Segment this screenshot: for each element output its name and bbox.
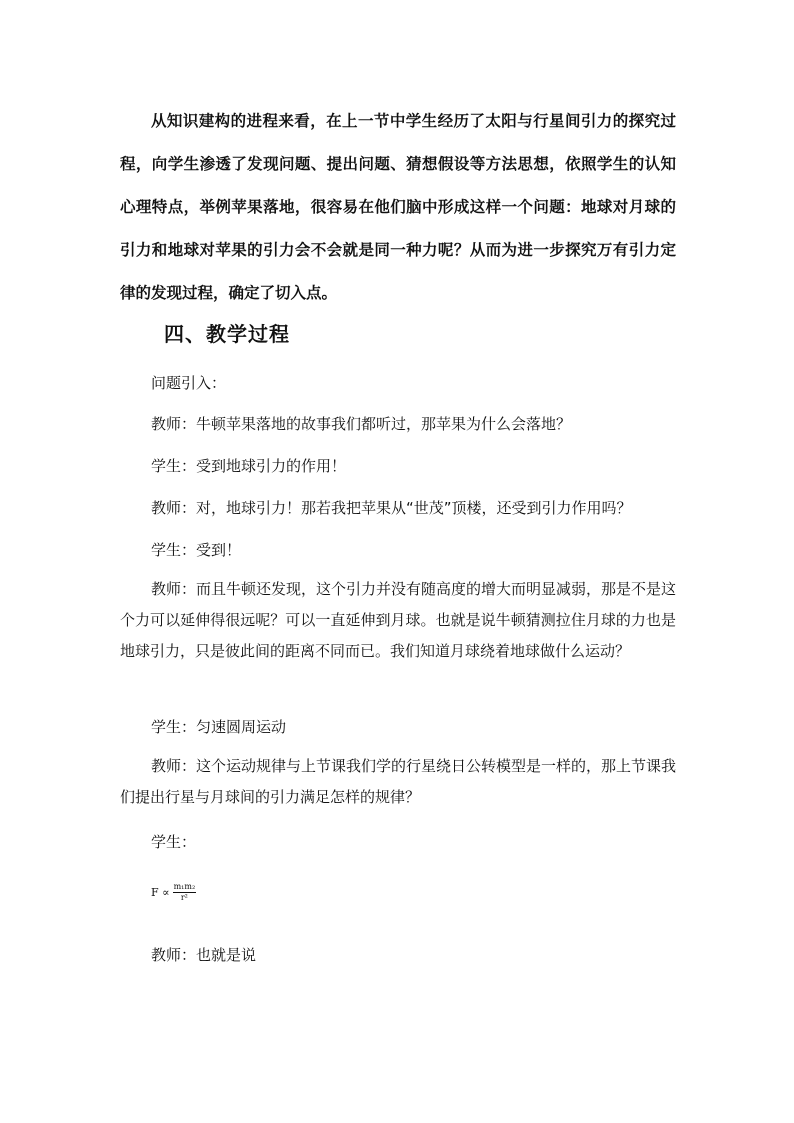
dialogue-line-student-4: 学生： — [151, 833, 197, 851]
formula-denominator: r² — [180, 893, 188, 902]
dialogue-line-student-3: 学生：匀速圆周运动 — [151, 718, 287, 736]
formula-lhs: F ∝ — [151, 886, 170, 899]
dialogue-line-student-1: 学生：受到地球引力的作用！ — [151, 457, 347, 475]
dialogue-line-teacher-1: 教师：牛顿苹果落地的故事我们都听过，那苹果为什么会落地？ — [151, 415, 572, 433]
gravitation-formula — [151, 882, 196, 903]
problem-intro-label: 问题引入： — [151, 374, 227, 392]
formula-numerator: m₁m₂ — [173, 882, 196, 891]
formula-fraction — [173, 882, 197, 903]
dialogue-line-teacher-2: 教师：对，地球引力！那若我把苹果从“世茂”顶楼，还受到引力作用吗？ — [151, 499, 632, 517]
section-heading: 四、教学过程 — [164, 322, 290, 346]
dialogue-paragraph-teacher-4: 教师：这个运动规律与上节课我们学的行星绕日公转模型是一样的，那上节课我们提出行星与月球间的引力满足怎样的规律？ — [120, 757, 677, 806]
intro-paragraph: 从知识建构的进程来看，在上一节中学生经历了太阳与行星间引力的探究过程，向学生渗透了发现问题、提出问题、猜想假设等方法思想，依照学生的认知心理特点，举例苹果落地，很容易在他们脑中形成这样一个问题：地球对月球的引力和地球对苹果的引力会不会就是同一种力呢？从而为进一步探究万有引力定律的发现过程，确定了切入点。 — [120, 112, 676, 302]
dialogue-line-teacher-5: 教师：也就是说 — [151, 946, 257, 964]
dialogue-paragraph-teacher-3: 教师：而且牛顿还发现，这个引力并没有随高度的增大而明显减弱，那是不是这个力可以延伸得很远呢？可以一直延伸到月球。也就是说牛顿猜测拉住月球的力也是地球引力，只是彼此间的距离不同而已。我们知道月球绕着地球做什么运动？ — [120, 580, 677, 660]
dialogue-line-student-2: 学生：受到！ — [151, 541, 242, 559]
